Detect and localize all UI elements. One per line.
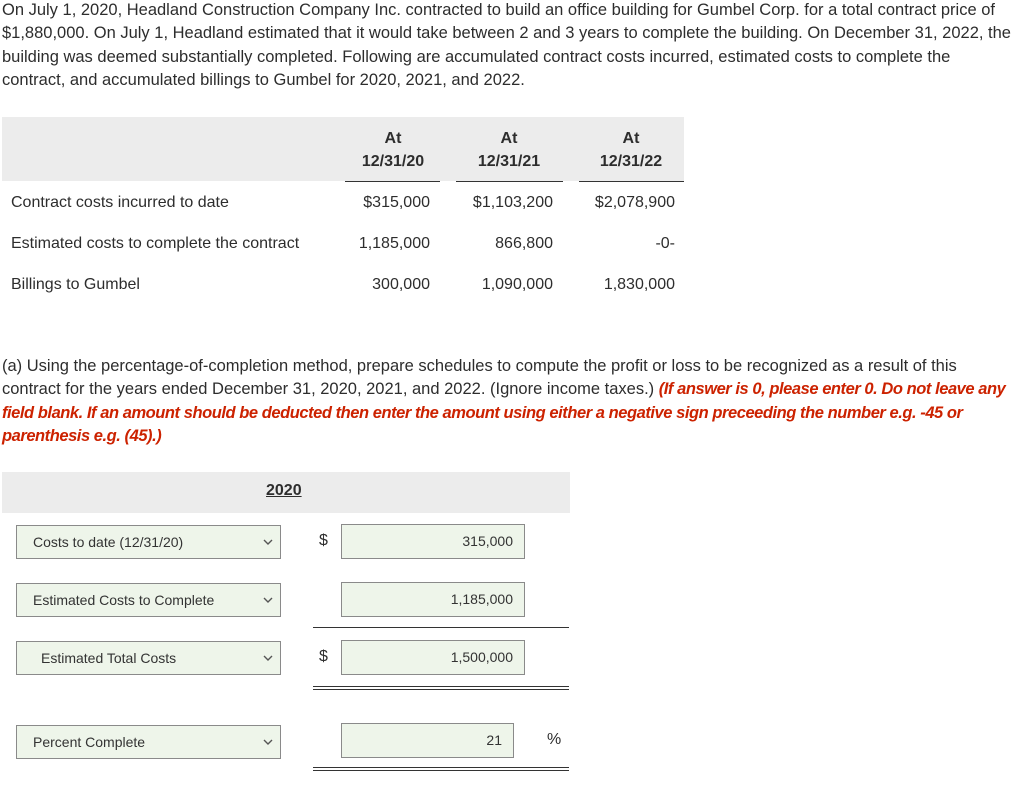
schedule-year-label: 2020 bbox=[266, 482, 302, 499]
row-label-billings: Billings to Gumbel bbox=[11, 276, 140, 293]
subtotal-rule bbox=[313, 627, 569, 628]
costs-to-date-select[interactable]: Costs to date (12/31/20) bbox=[16, 525, 281, 559]
percent-symbol: % bbox=[547, 731, 562, 748]
estimated-total-costs-select[interactable]: Estimated Total Costs bbox=[16, 641, 281, 675]
column-header-2020: At 12/31/20 bbox=[361, 130, 425, 170]
percent-complete-select[interactable]: Percent Complete bbox=[16, 725, 281, 759]
column-rule bbox=[345, 181, 440, 182]
chevron-down-icon bbox=[256, 655, 280, 662]
table-cell: 300,000 bbox=[372, 276, 430, 293]
answer-instruction: (If answer is 0, please enter 0. Do not leave any field blank. If an amount should be deducted then enter the amount using either a negative sign preceeding the number e.g. -45 or parenthesis e.g. (45).) bbox=[2, 380, 1006, 445]
table-cell: 866,800 bbox=[495, 235, 553, 252]
chevron-down-icon bbox=[256, 597, 280, 604]
table-cell: $2,078,900 bbox=[594, 194, 675, 211]
row-label-costs-incurred: Contract costs incurred to date bbox=[11, 194, 229, 211]
percent-complete-input[interactable]: 21 bbox=[341, 723, 514, 758]
question-text: (a) Using the percentage-of-completion method, prepare schedules to compute the profit or loss to be recognized as a result of this contract for the years ended December 31, 2020, 2021, and 2022. (Ignore income taxes.) bbox=[2, 357, 957, 399]
estimated-costs-to-complete-select[interactable]: Estimated Costs to Complete bbox=[16, 583, 281, 617]
table-cell: 1,185,000 bbox=[358, 235, 430, 252]
table-cell: 1,830,000 bbox=[603, 276, 675, 293]
currency-symbol: $ bbox=[319, 648, 328, 665]
chevron-down-icon bbox=[256, 539, 280, 546]
table-cell: -0- bbox=[655, 235, 675, 252]
chevron-down-icon bbox=[256, 739, 280, 746]
total-double-rule bbox=[313, 689, 569, 690]
table-cell: 1,090,000 bbox=[481, 276, 553, 293]
currency-symbol: $ bbox=[319, 532, 328, 549]
total-double-rule bbox=[313, 770, 569, 771]
column-header-2022: At 12/31/22 bbox=[599, 130, 663, 170]
column-rule bbox=[579, 181, 684, 182]
question-prompt bbox=[2, 355, 1014, 448]
problem-statement: On July 1, 2020, Headland Construction Company Inc. contracted to build an office building for Gumbel Corp. for a total contract price of $1,880,000. On July 1, Headland estimated that it would take between 2 and 3 years to complete the building. On December 31, 2022, the building was deemed substantially completed. Following are accumulated contract costs incurred, estimated costs to complete the contract, and accumulated billings to Gumbel for 2020, 2021, and 2022. bbox=[2, 1, 1011, 89]
estimated-total-costs-input[interactable]: 1,500,000 bbox=[341, 640, 525, 675]
estimated-costs-to-complete-input[interactable]: 1,185,000 bbox=[341, 582, 525, 617]
column-rule bbox=[456, 181, 563, 182]
column-header-2021: At 12/31/21 bbox=[477, 130, 541, 170]
total-double-rule bbox=[313, 686, 569, 687]
table-cell: $315,000 bbox=[363, 194, 430, 211]
table-cell: $1,103,200 bbox=[472, 194, 553, 211]
row-label-costs-to-complete: Estimated costs to complete the contract bbox=[11, 235, 300, 252]
costs-to-date-input[interactable]: 315,000 bbox=[341, 524, 525, 559]
total-double-rule bbox=[313, 767, 569, 768]
